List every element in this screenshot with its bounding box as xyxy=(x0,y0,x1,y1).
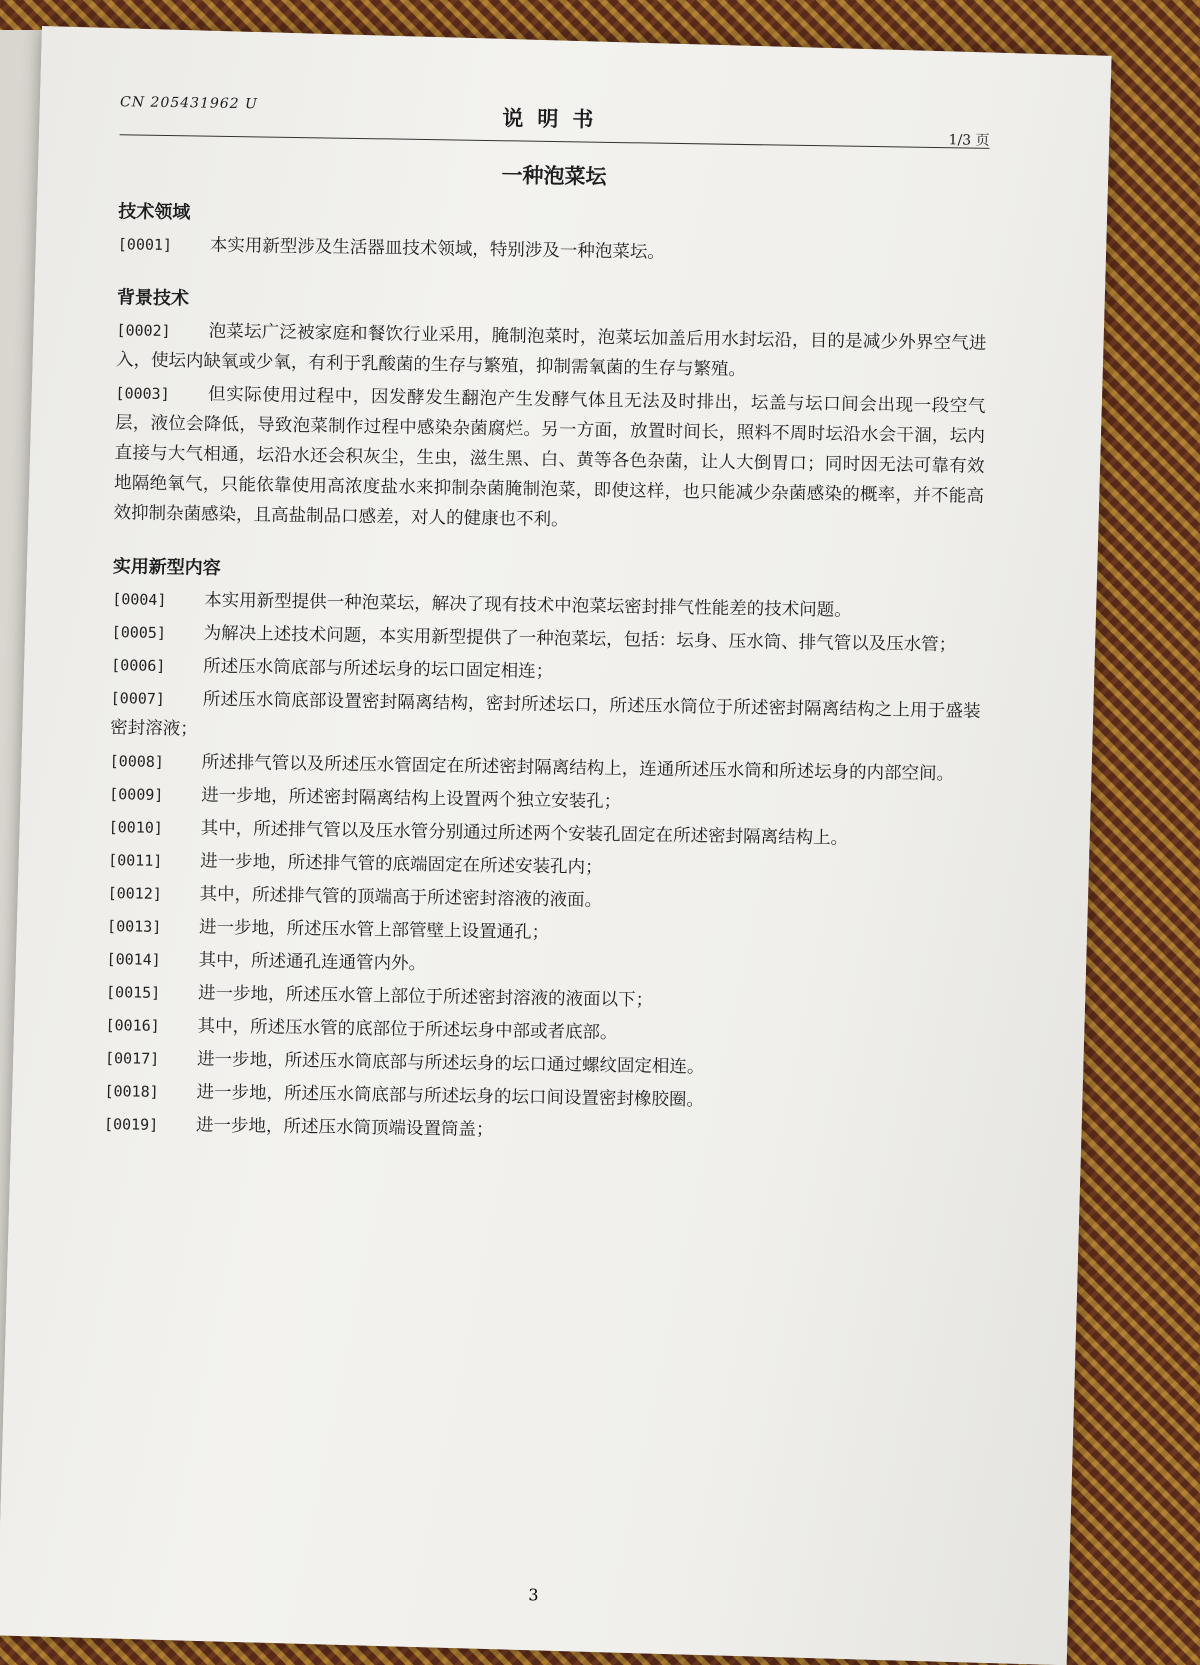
paragraph-number: [0010] xyxy=(108,818,164,837)
paragraph-text: 所述压水筒底部设置密封隔离结构，密封所述坛口，所述压水筒位于所述密封隔离结构之上用于盛装密封溶液； xyxy=(110,689,981,740)
paragraph-text: 进一步地，所述压水筒底部与所述坛身的坛口通过螺纹固定相连。 xyxy=(196,1049,705,1078)
paragraph-text: 其中，所述排气管以及压水管分别通过所述两个安装孔固定在所述密封隔离结构上。 xyxy=(200,818,849,849)
patent-number: CN 205431962 U xyxy=(119,94,259,113)
paragraph-number: [0018] xyxy=(104,1082,159,1101)
paragraph-text: 本实用新型涉及生活器皿技术领域，特别涉及一种泡菜坛。 xyxy=(209,235,665,263)
section-heading: 实用新型内容 xyxy=(112,556,221,579)
paragraph-number: [0013] xyxy=(106,917,162,936)
section-content xyxy=(104,552,983,1153)
document-page xyxy=(0,26,1112,1665)
section-heading: 技术领域 xyxy=(118,201,191,224)
paragraph xyxy=(116,315,987,389)
paragraph-number: [0006] xyxy=(111,656,166,675)
paragraph-number: [0019] xyxy=(103,1115,159,1134)
paragraph-text: 本实用新型提供一种泡菜坛，解决了现有技术中泡菜坛密封排气性能差的技术问题。 xyxy=(204,590,852,621)
paragraph-text: 进一步地，所述压水管上部管壁上设置通孔； xyxy=(198,917,550,944)
paragraph-number: [0004] xyxy=(112,590,167,609)
paragraph-text: 进一步地，所述压水管上部位于所述密封溶液的液面以下； xyxy=(197,983,654,1011)
paragraph-text: 所述排气管以及所述压水管固定在所述密封隔离结构上，连通所述压水筒和所述坛身的内部空间。 xyxy=(201,752,955,785)
section-background xyxy=(113,283,987,542)
paragraph-text: 其中，所述通孔连通管内外。 xyxy=(198,950,427,975)
paragraph-number: [0009] xyxy=(109,785,164,804)
paragraph-number: [0002] xyxy=(116,321,171,341)
paragraph-number: [0007] xyxy=(110,689,166,708)
paragraph-number: [0012] xyxy=(107,884,162,903)
paragraph-number: [0011] xyxy=(108,851,163,870)
paragraph-text: 但实际使用过程中，因发酵发生翻泡产生发酵气体且无法及时排出，坛盖与坛口间会出现一段空气层，液位会降低，导致泡菜制作过程中感染杂菌腐烂。另一方面，放置时间长，照料不周时坛沿水会干涸，坛内直接与大气相通，坛沿水还会积灰尘，生虫，滋生黑、白、黄等各色杂菌，让人大倒胃口；同时因无法可靠有效地隔绝氧气，只能依靠使用高浓度盐水来抑制杂菌腌制泡菜，即使这样，也只能减少杂菌感染的概率，并不能高效抑制杂菌感染，且高盐制品口感差，对人的健康也不利。 xyxy=(113,384,986,531)
paragraph-text: 进一步地，所述压水筒顶端设置筒盖； xyxy=(195,1115,494,1141)
invention-title: 一种泡菜坛 xyxy=(501,163,607,189)
page-content xyxy=(104,88,990,1156)
section-technical-field xyxy=(118,197,989,273)
paragraph-text: 所述压水筒底部与所述坛身的坛口固定相连； xyxy=(203,656,554,683)
page-header xyxy=(120,88,991,149)
paragraph-number: [0014] xyxy=(106,950,161,969)
document-type-title: 说明书 xyxy=(502,106,608,132)
paragraph-text: 泡菜坛广泛被家庭和餐饮行业采用，腌制泡菜时，泡菜坛加盖后用水封坛沿，目的是减少外界空气进入，使坛内缺氧或少氧，有利于乳酸菌的生存与繁殖，抑制需氧菌的生存与繁殖。 xyxy=(115,321,987,381)
paragraph xyxy=(118,229,988,273)
paragraph-number: [0017] xyxy=(104,1049,160,1068)
paragraph-number: [0005] xyxy=(111,623,167,642)
paragraph-text: 其中，所述排气管的顶端高于所述密封溶液的液面。 xyxy=(199,884,603,911)
paragraph-text: 其中，所述压水管的底部位于所述坛身中部或者底部。 xyxy=(197,1016,618,1044)
paragraph-number: [0001] xyxy=(117,235,173,255)
paragraph xyxy=(113,378,985,542)
section-heading: 背景技术 xyxy=(116,287,190,310)
paragraph-text: 进一步地，所述压水筒底部与所述坛身的坛口间设置密封橡胶圈。 xyxy=(196,1082,705,1111)
paragraph-text: 进一步地，所述密封隔离结构上设置两个独立安装孔； xyxy=(201,785,622,813)
page-number: 3 xyxy=(528,1585,539,1605)
paragraph-text: 为解决上述技术问题，本实用新型提供了一种泡菜坛，包括：坛身、压水筒、排气管以及压水管； xyxy=(203,623,957,656)
paragraph-text: 进一步地，所述排气管的底端固定在所述安装孔内； xyxy=(199,851,603,878)
paragraph xyxy=(110,683,981,757)
paragraph-number: [0008] xyxy=(109,752,165,771)
page-indicator: 1/3 页 xyxy=(948,132,990,149)
paragraph-number: [0015] xyxy=(105,983,161,1002)
paragraph-number: [0016] xyxy=(105,1016,160,1035)
paragraph-number: [0003] xyxy=(115,384,170,404)
